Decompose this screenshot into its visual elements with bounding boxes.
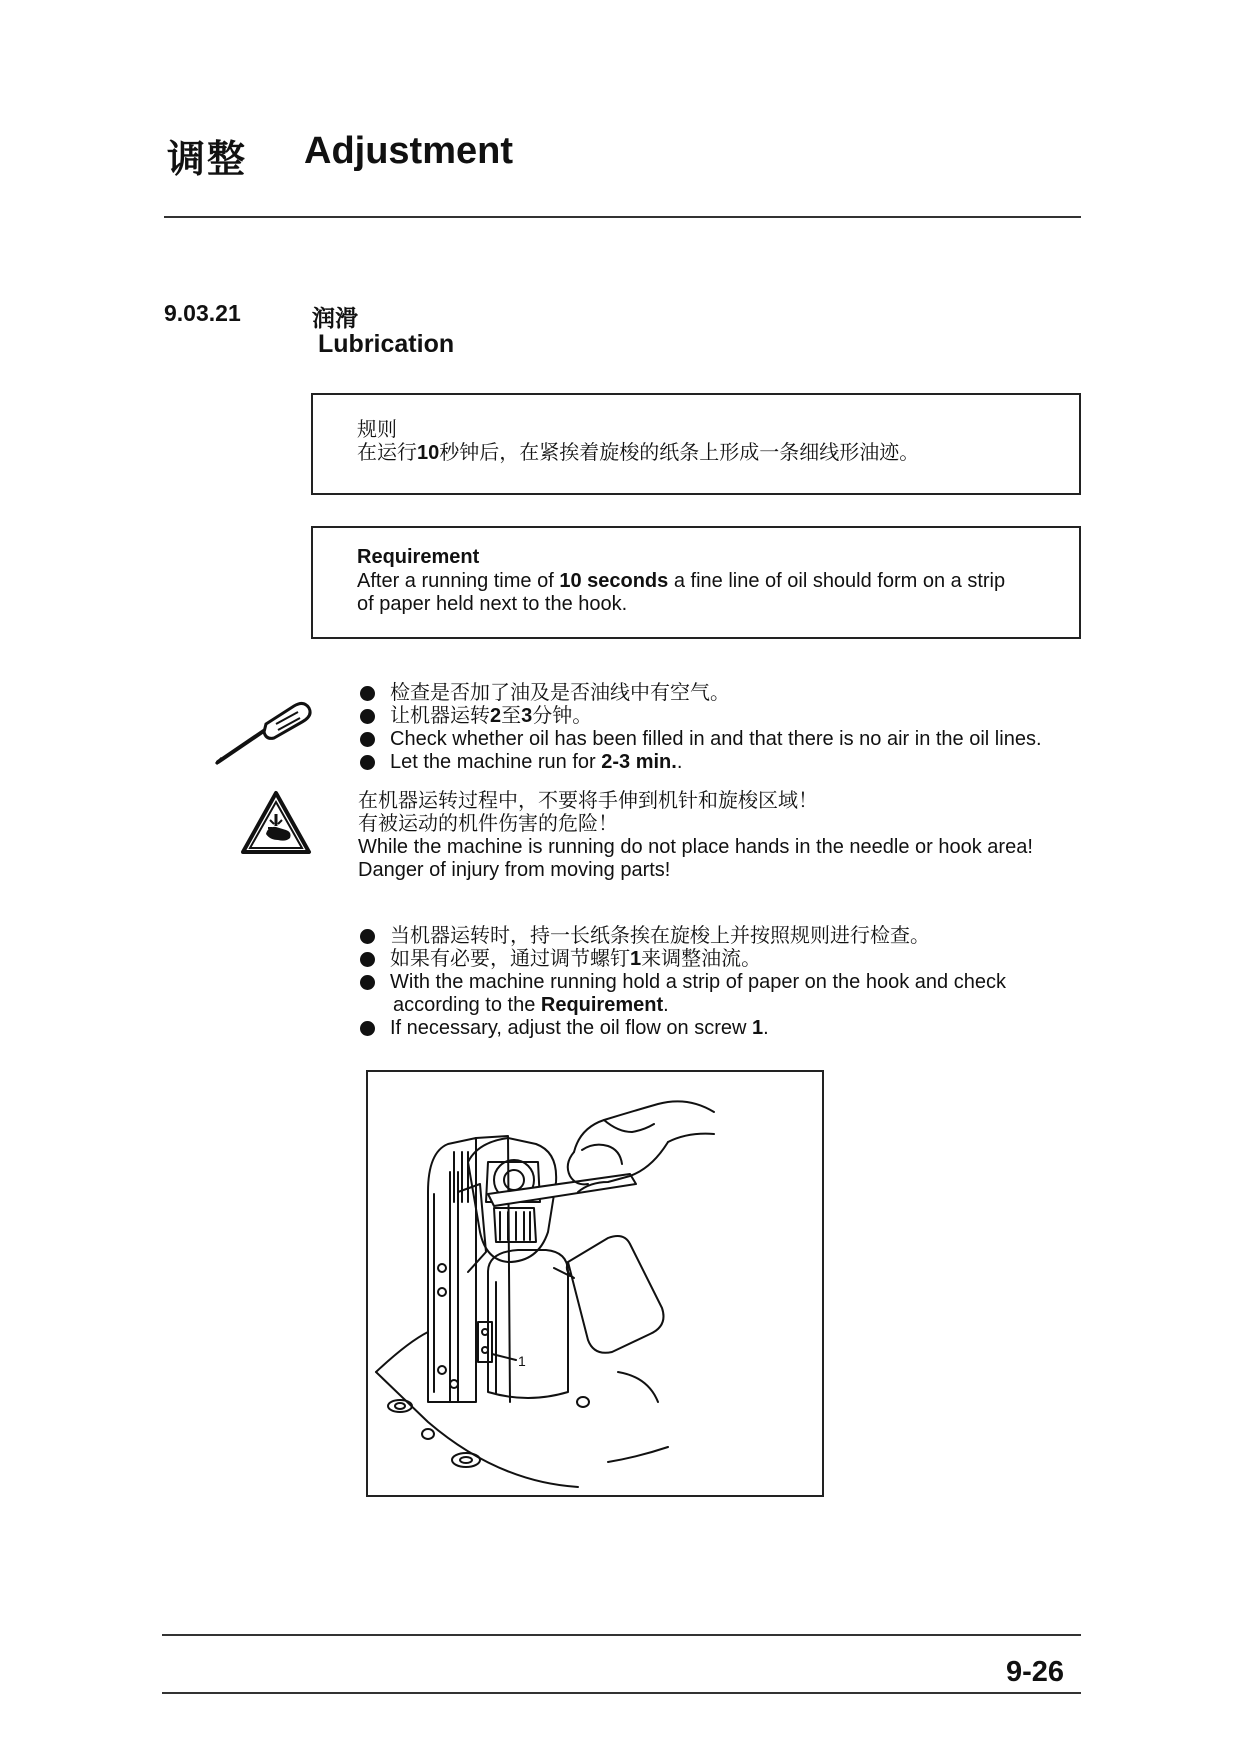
- warning-en-2: Danger of injury from moving parts!: [358, 859, 671, 881]
- requirement-heading-en: Requirement: [357, 546, 480, 568]
- step2-en-2-c: .: [763, 1017, 769, 1039]
- step-en-1: Check whether oil has been filled in and that there is no air in the oil lines.: [390, 728, 1042, 750]
- requirement-text-en-line2: of paper held next to the hook.: [357, 593, 628, 615]
- step2-en-1: With the machine running hold a strip of paper on the hook and check: [390, 971, 1006, 993]
- safety-warning: [358, 790, 1033, 882]
- list-item: [360, 971, 1006, 994]
- sewing-machine-illustration: [368, 1072, 822, 1495]
- bullet-icon: [360, 1021, 375, 1036]
- requirement-text-en-a: After a running time of: [357, 570, 560, 592]
- bullet-icon: [360, 709, 375, 724]
- requirement-text-zh-a: 在运行: [357, 442, 417, 464]
- list-item: [360, 751, 1042, 774]
- bullet-icon: [360, 755, 375, 770]
- section-title-en: Lubrication: [318, 330, 455, 358]
- step-zh-2-a: 让机器运转: [390, 705, 490, 727]
- page-title-en: Adjustment: [304, 130, 513, 172]
- adjust-steps-list: [360, 925, 1006, 1040]
- warning-zh-1: 在机器运转过程中，不要将手伸到机针和旋梭区域！: [358, 790, 818, 812]
- lubrication-figure: [366, 1070, 824, 1497]
- step2-zh-1: 当机器运转时，持一长纸条挨在旋梭上并按照规则进行检查。: [390, 925, 930, 947]
- bullet-icon: [360, 732, 375, 747]
- list-item: [360, 682, 1042, 705]
- section-number: 9.03.21: [164, 300, 241, 326]
- bullet-icon: [360, 952, 375, 967]
- step2-en-1b-b: Requirement: [540, 994, 664, 1016]
- step2-en-2-a: If necessary, adjust the oil flow on screw: [390, 1017, 753, 1039]
- footer-rule-top: [162, 1634, 1081, 1636]
- step-zh-1: 检查是否加了油及是否油线中有空气。: [390, 682, 730, 704]
- footer-rule-bottom: [162, 1692, 1081, 1694]
- step-en-2-a: Let the machine run for: [390, 751, 602, 773]
- step-zh-2-e: 分钟。: [532, 705, 593, 727]
- step2-zh-2-a: 如果有必要，通过调节螺钉: [390, 948, 630, 970]
- bullet-icon: [360, 686, 375, 701]
- list-item: [360, 925, 1006, 948]
- warning-en-1: While the machine is running do not place hands in the needle or hook area!: [358, 836, 1033, 858]
- step2-en-1b-c: .: [663, 994, 669, 1016]
- check-steps-list: [360, 682, 1042, 774]
- requirement-text-en: [357, 570, 1005, 593]
- requirement-text-en-bold: 10 seconds: [559, 570, 669, 592]
- requirement-text-en-b: a fine line of oil should form on a strip: [668, 570, 1006, 592]
- bullet-icon: [360, 929, 375, 944]
- screwdriver-icon: [214, 700, 314, 766]
- page-number: 9-26: [1005, 1656, 1064, 1688]
- section-title-zh: 润滑: [312, 305, 358, 331]
- page-title-zh: 调整: [167, 139, 248, 181]
- step-zh-2-d: 3: [521, 705, 533, 727]
- callout-1-label: 1: [518, 1353, 526, 1369]
- list-item: [360, 728, 1042, 751]
- list-item: [360, 705, 1042, 728]
- step-zh-2-c: 至: [501, 705, 522, 727]
- list-item: [360, 948, 1006, 971]
- step2-zh-2-b: 1: [630, 948, 642, 970]
- warning-zh-2: 有被运动的机件伤害的危险！: [358, 813, 618, 835]
- requirement-box-en: [311, 526, 1081, 639]
- step-en-2-c: .: [676, 751, 683, 773]
- step2-zh-2-c: 来调整油流。: [641, 948, 762, 970]
- requirement-heading-zh: 规则: [357, 419, 397, 441]
- step2-en-1b-a: according to the: [393, 994, 541, 1016]
- requirement-text-zh-bold: 10: [417, 442, 440, 464]
- step-en-2-b: 2-3 min.: [601, 751, 677, 773]
- requirement-text-zh: [357, 442, 919, 465]
- header-rule: [164, 216, 1081, 218]
- requirement-text-zh-b: 秒钟后，在紧挨着旋梭的纸条上形成一条细线形油迹。: [439, 442, 920, 464]
- list-item-continuation: [360, 994, 1006, 1017]
- requirement-box-zh: [311, 393, 1081, 495]
- hand-injury-warning-icon: [240, 790, 312, 856]
- list-item: [360, 1017, 1006, 1040]
- bullet-icon: [360, 975, 375, 990]
- step-zh-2-b: 2: [490, 705, 502, 727]
- step2-en-2-b: 1: [752, 1017, 764, 1039]
